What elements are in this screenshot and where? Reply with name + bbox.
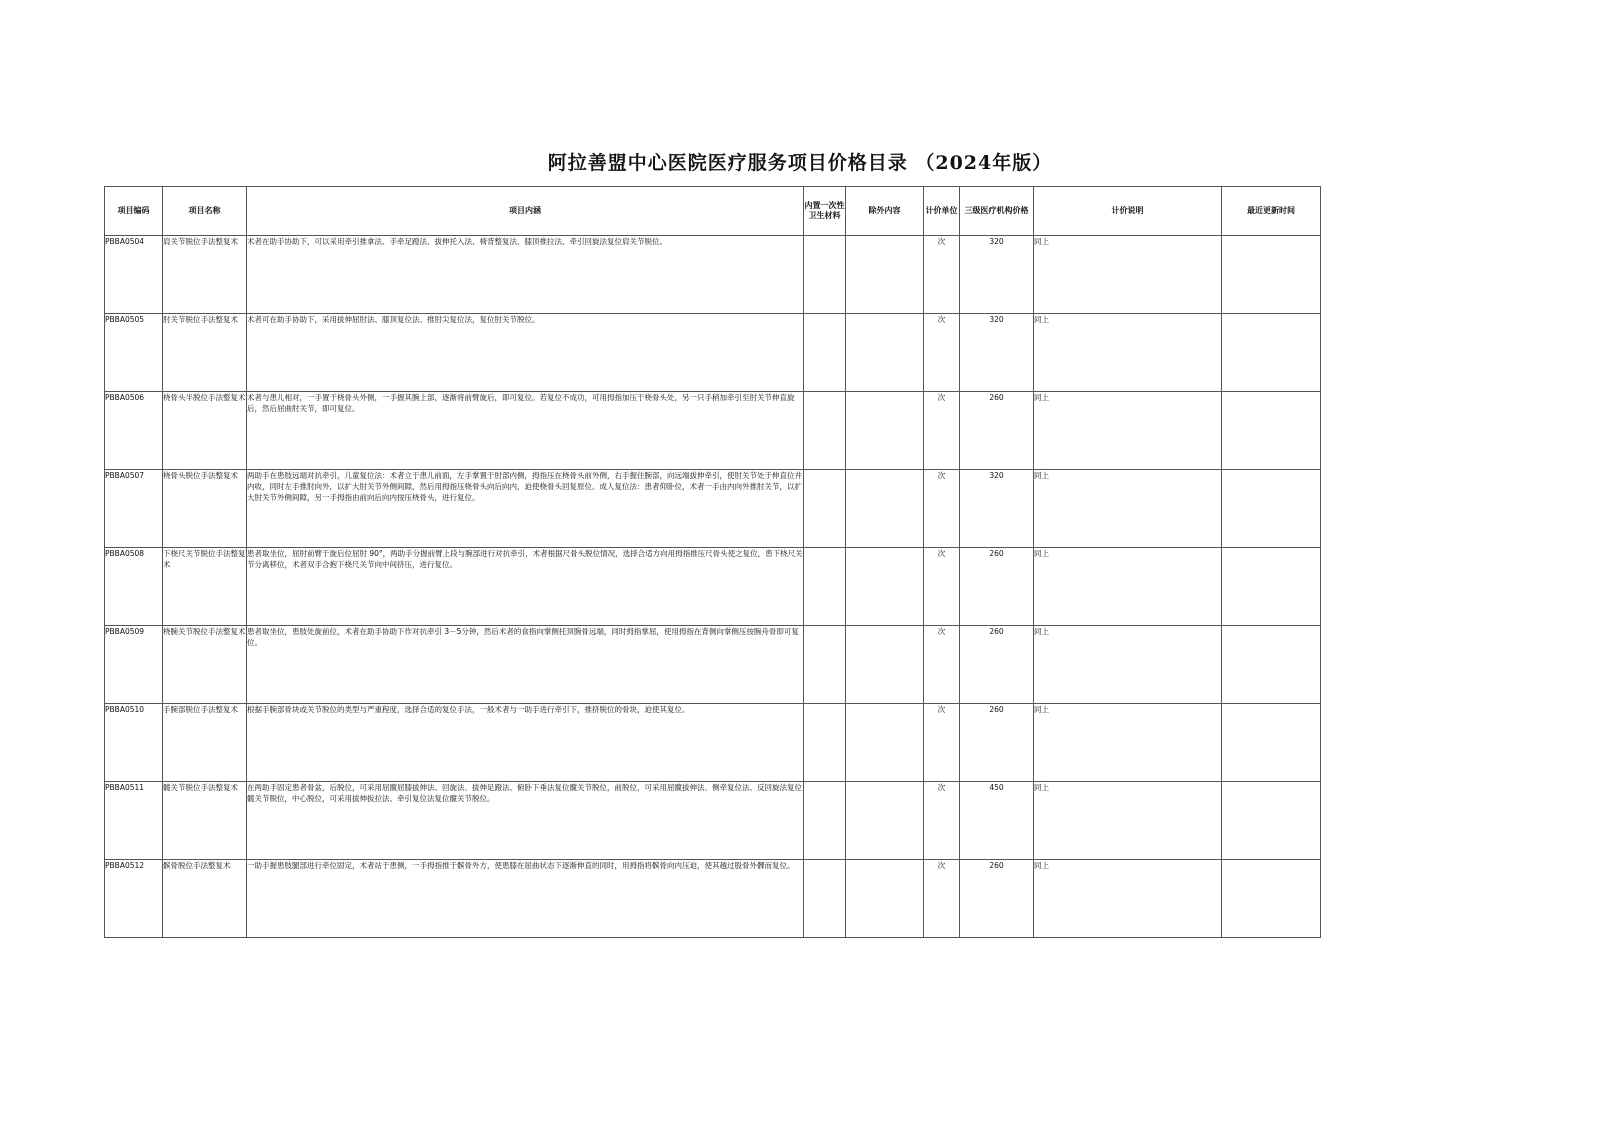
cell-code: PBBA0505 (105, 314, 163, 392)
cell-excluded (846, 236, 924, 314)
cell-consumable (804, 392, 846, 470)
cell-unit: 次 (924, 782, 960, 860)
cell-name: 肘关节脱位手法整复术 (163, 314, 247, 392)
cell-updated (1222, 704, 1321, 782)
cell-code: PBBA0508 (105, 548, 163, 626)
cell-price: 320 (960, 236, 1034, 314)
cell-name: 下桡尺关节脱位手法整复术 (163, 548, 247, 626)
cell-excluded (846, 626, 924, 704)
cell-price: 260 (960, 626, 1034, 704)
cell-price: 260 (960, 860, 1034, 938)
cell-content: 术者在助手协助下，可以采用牵引推拿法、手牵足蹬法、拔伸托入法、椅背整复法、膝顶推拉法、牵引回旋法复位肩关节脱位。 (247, 236, 804, 314)
header-content: 项目内涵 (247, 187, 804, 236)
cell-code: PBBA0511 (105, 782, 163, 860)
cell-consumable (804, 314, 846, 392)
cell-unit: 次 (924, 314, 960, 392)
cell-code: PBBA0504 (105, 236, 163, 314)
cell-price: 260 (960, 392, 1034, 470)
cell-unit: 次 (924, 236, 960, 314)
cell-content: 术者可在助手协助下，采用拔伸屈肘法、膝顶复位法、推肘尖复位法，复位肘关节脱位。 (247, 314, 804, 392)
page-title: 阿拉善盟中心医院医疗服务项目价格目录 （2024年版） (547, 152, 1053, 174)
cell-note: 同上 (1034, 548, 1222, 626)
cell-note: 同上 (1034, 704, 1222, 782)
cell-code: PBBA0506 (105, 392, 163, 470)
price-table (104, 186, 1321, 938)
table-body (105, 236, 1321, 938)
cell-code: PBBA0509 (105, 626, 163, 704)
cell-excluded (846, 470, 924, 548)
cell-code: PBBA0510 (105, 704, 163, 782)
cell-consumable (804, 548, 846, 626)
cell-updated (1222, 548, 1321, 626)
cell-content: 患者取坐位，屈肘前臂于旋后位屈肘 90°，两助手分握前臂上段与腕部进行对抗牵引，术者根据尺骨头脱位情况，选择合适方向用拇指推压尺骨头使之复位，患下桡尺关节分离移位，术者双手合抱下桡尺关节向中间挤压，进行复位。 (247, 548, 804, 626)
cell-updated (1222, 470, 1321, 548)
cell-name: 手腕部脱位手法整复术 (163, 704, 247, 782)
cell-price: 320 (960, 470, 1034, 548)
cell-price: 320 (960, 314, 1034, 392)
cell-consumable (804, 704, 846, 782)
table-row (105, 392, 1321, 470)
cell-excluded (846, 392, 924, 470)
cell-note: 同上 (1034, 860, 1222, 938)
cell-name: 髌骨脱位手法整复术 (163, 860, 247, 938)
cell-note: 同上 (1034, 236, 1222, 314)
cell-note: 同上 (1034, 314, 1222, 392)
cell-note: 同上 (1034, 626, 1222, 704)
cell-excluded (846, 782, 924, 860)
cell-content: 在两助手固定患者骨盆，后脱位，可采用屈髋屈膝拔伸法、回旋法、拔伸足蹬法、俯卧下垂法复位髋关节脱位，前脱位，可采用屈髋拔伸法、侧牵复位法、反回旋法复位髋关节脱位，中心脱位，可采用拔伸扳拉法、牵引复位法复位髋关节脱位。 (247, 782, 804, 860)
cell-note: 同上 (1034, 782, 1222, 860)
cell-updated (1222, 314, 1321, 392)
cell-name: 肩关节脱位手法整复术 (163, 236, 247, 314)
header-name: 项目名称 (163, 187, 247, 236)
cell-consumable (804, 782, 846, 860)
cell-updated (1222, 236, 1321, 314)
cell-name: 桡骨头脱位手法整复术 (163, 470, 247, 548)
table-header (105, 187, 1321, 236)
table-row (105, 860, 1321, 938)
cell-name: 桡骨头半脱位手法整复术 (163, 392, 247, 470)
cell-price: 260 (960, 704, 1034, 782)
cell-unit: 次 (924, 470, 960, 548)
cell-unit: 次 (924, 626, 960, 704)
cell-updated (1222, 392, 1321, 470)
cell-content: 根据手腕部骨块或关节脱位的类型与严重程度，选择合适的复位手法，一般术者与一助手进行牵引下，推挤脱位的骨块，迫使其复位。 (247, 704, 804, 782)
header-price: 三级医疗机构价格 (960, 187, 1034, 236)
cell-unit: 次 (924, 392, 960, 470)
cell-updated (1222, 782, 1321, 860)
table-row (105, 236, 1321, 314)
cell-updated (1222, 626, 1321, 704)
table-row (105, 470, 1321, 548)
cell-unit: 次 (924, 704, 960, 782)
header-unit: 计价单位 (924, 187, 960, 236)
cell-name: 髋关节脱位手法整复术 (163, 782, 247, 860)
cell-code: PBBA0512 (105, 860, 163, 938)
cell-excluded (846, 704, 924, 782)
cell-note: 同上 (1034, 470, 1222, 548)
table-row (105, 782, 1321, 860)
header-consumable: 内置一次性卫生材料 (804, 187, 846, 236)
header-note: 计价说明 (1034, 187, 1222, 236)
cell-updated (1222, 860, 1321, 938)
table-row (105, 314, 1321, 392)
cell-consumable (804, 470, 846, 548)
table-row (105, 548, 1321, 626)
cell-content: 一助手握患肢腿部进行牵位固定，术者站于患侧，一手拇指推于髌骨外方，使患膝在屈曲状态下逐渐伸直的同时，用拇指将髌骨向内压迫，使其越过股骨外髁而复位。 (247, 860, 804, 938)
cell-price: 260 (960, 548, 1034, 626)
cell-excluded (846, 548, 924, 626)
cell-excluded (846, 314, 924, 392)
cell-unit: 次 (924, 548, 960, 626)
cell-price: 450 (960, 782, 1034, 860)
cell-content: 患者取坐位，患肢处旋前位，术者在助手协助下作对抗牵引 3－5分钟，然后术者的食指向掌侧托顶腕骨远端，同时拇指掌屈，使用拇指在背侧向掌侧压按腕舟骨即可复位。 (247, 626, 804, 704)
cell-code: PBBA0507 (105, 470, 163, 548)
cell-content: 术者与患儿相对，一手置于桡骨头外侧，一手握其腕上部，逐渐将前臂旋后，即可复位。若复位不成功，可用拇指加压于桡骨头处，另一只手稍加牵引至肘关节伸直旋后，然后屈曲肘关节，即可复位。 (247, 392, 804, 470)
header-updated: 最近更新时间 (1222, 187, 1321, 236)
cell-content: 两助手在患肢远端对抗牵引，儿童复位法：术者立于患儿前面，左手掌置于肘部内侧，拇指压在桡骨头前外侧，右手握住腕部，向远端拔伸牵引，使肘关节处于伸直位并内收，同时左手推肘向外，以扩大肘关节外侧间隙，然后用拇指压桡骨头向后向内，迫使桡骨头回复原位。成人复位法：患者仰卧位，术者一手由内向外推肘关节，以扩大肘关节外侧间隙，另一手拇指由前向后向内按压桡骨头，进行复位。 (247, 470, 804, 548)
table-row (105, 704, 1321, 782)
cell-name: 桡腕关节脱位手法整复术 (163, 626, 247, 704)
cell-consumable (804, 860, 846, 938)
table-row (105, 626, 1321, 704)
header-code: 项目编码 (105, 187, 163, 236)
cell-excluded (846, 860, 924, 938)
cell-consumable (804, 626, 846, 704)
cell-note: 同上 (1034, 392, 1222, 470)
header-excluded: 除外内容 (846, 187, 924, 236)
cell-consumable (804, 236, 846, 314)
cell-unit: 次 (924, 860, 960, 938)
